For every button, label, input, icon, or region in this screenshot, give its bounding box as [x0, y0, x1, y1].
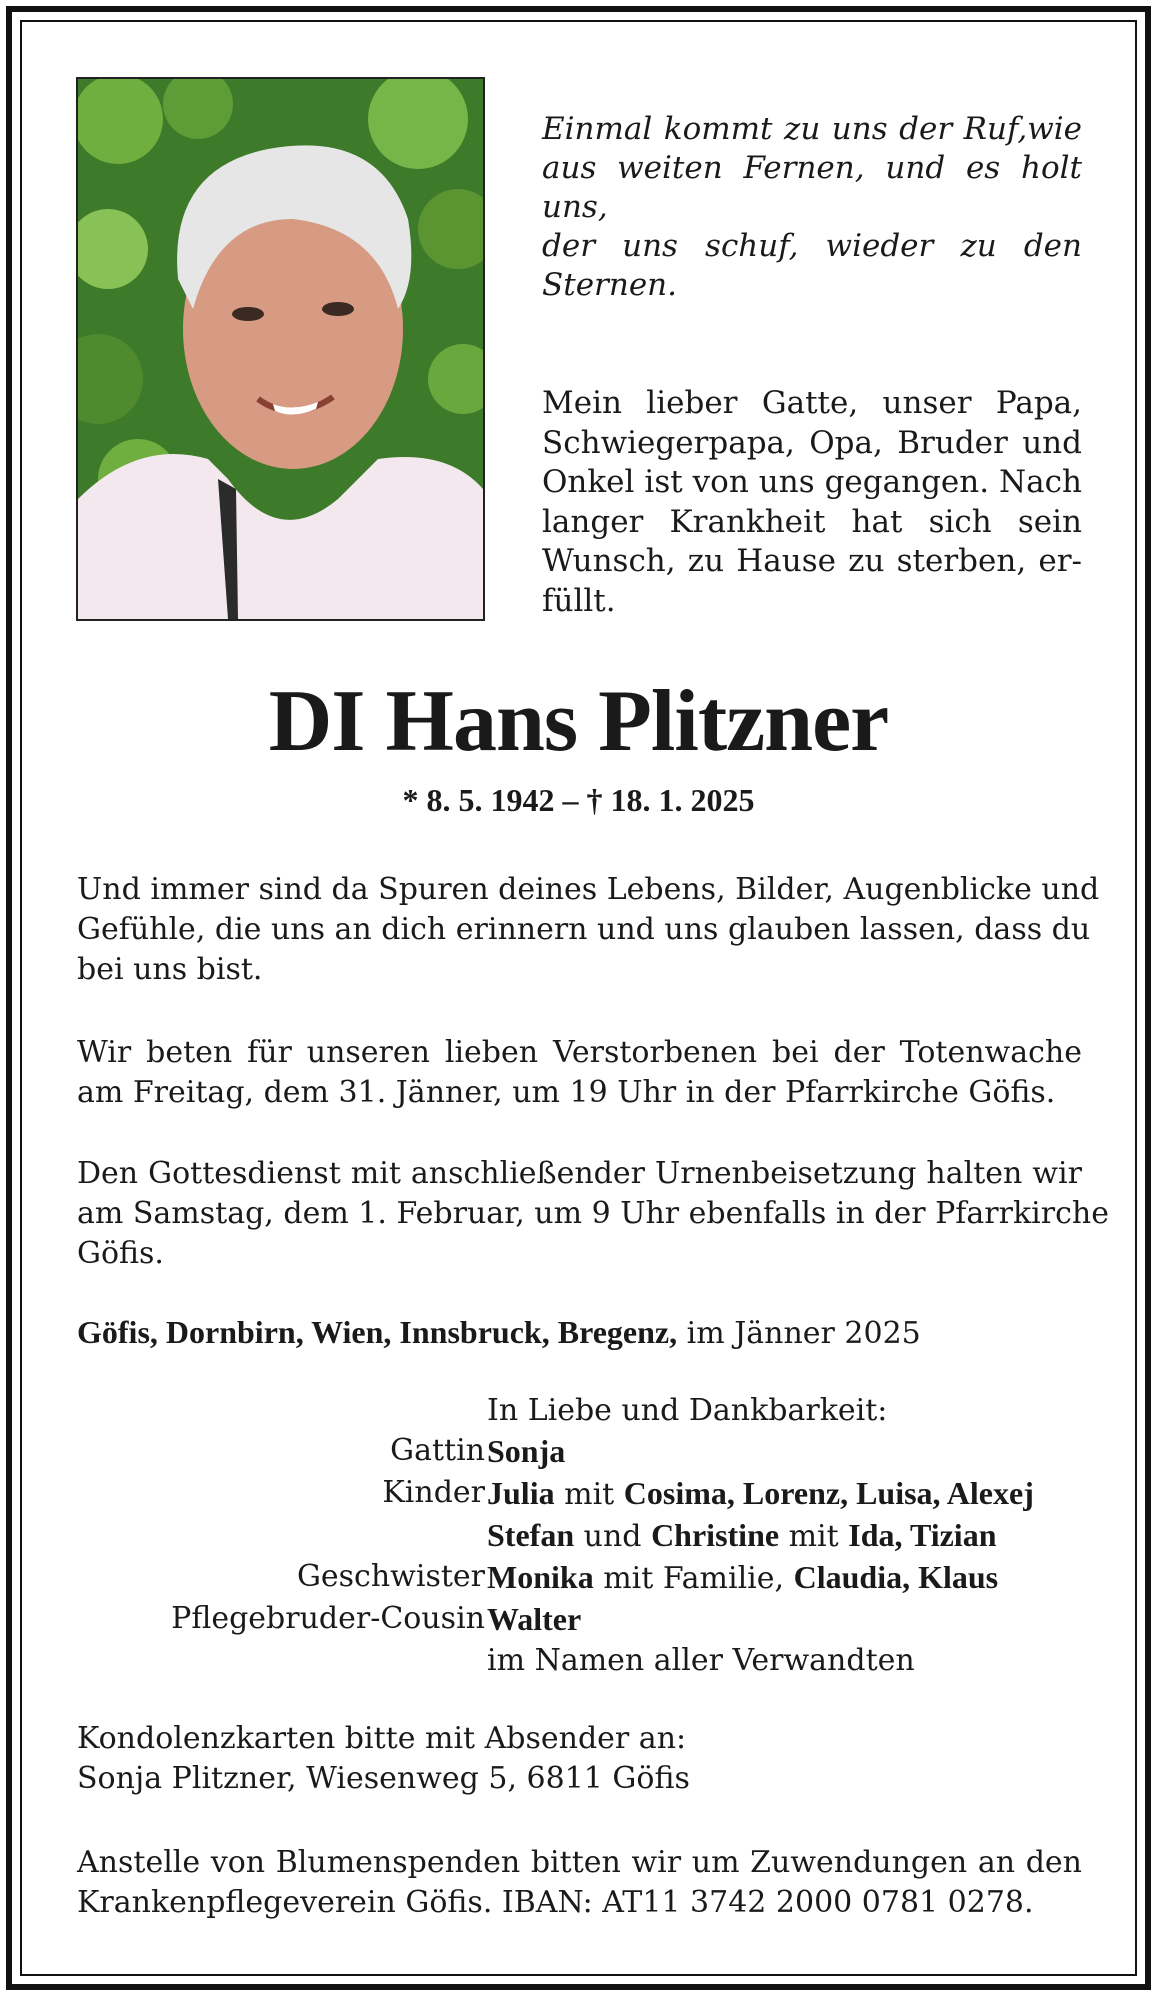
paragraph-line: Den Gottesdienst mit anschließender Urnenbeisetzung halten wir [77, 1156, 1082, 1191]
children-label: Kinder [382, 1475, 485, 1510]
grandchildren: Ida, Tizian [848, 1517, 997, 1553]
donation-line: Krankenpflegeverein Göfis. IBAN: AT11 3742 2000 0781 0278. [77, 1885, 1034, 1920]
intro-line: Mein lieber Gatte, unser Papa, [542, 385, 1082, 421]
intro-line: langer Krankheit hat sich sein [542, 503, 1082, 540]
place-date-line [77, 1312, 921, 1354]
cousin-row [77, 1599, 1082, 1641]
child-name: Stefan [487, 1517, 575, 1553]
donation-line: Anstelle von Blumenspenden bitten wir um Zuwendungen an den [77, 1845, 1082, 1880]
condolence-line: Kondolenzkarten bitte mit Absender an: [77, 1721, 687, 1756]
family-intro-row [77, 1391, 1082, 1431]
service-paragraph [77, 1154, 1109, 1274]
closing-row [77, 1641, 1082, 1681]
sibling-note: mit Familie, [603, 1561, 785, 1596]
family-intro: In Liebe und Dankbarkeit: [487, 1393, 888, 1428]
poem-line: der uns schuf, wieder zu den Sternen. [542, 228, 1082, 303]
portrait-photo [76, 77, 485, 621]
family-closing: im Namen aller Verwandten [487, 1643, 915, 1678]
paragraph-line: Wir beten für unseren lieben Verstorbenen bei der Totenwache [77, 1035, 1082, 1070]
paragraph-line: am Freitag, dem 31. Jänner, um 19 Uhr in der Pfarrkirche Göfis. [77, 1075, 1056, 1110]
poem [542, 110, 1082, 305]
condolence-line: Sonja Plitzner, Wiesenweg 5, 6811 Göfis [77, 1761, 690, 1796]
sibling-names: Claudia, Klaus [793, 1559, 999, 1595]
paragraph-line: bei uns bist. [77, 952, 263, 987]
connector: mit [788, 1519, 839, 1554]
paragraph-line: Gefühle, die uns an dich erinnern und uns glauben lassen, dass du [77, 912, 1091, 947]
deceased-name: DI Hans Plitzner [268, 673, 889, 770]
paragraph-line: Göfis. [77, 1236, 164, 1271]
memory-paragraph [77, 870, 1100, 990]
spouse-name: Sonja [487, 1433, 566, 1469]
poem-line: Einmal kommt zu uns der Ruf,wie [542, 111, 1082, 147]
paragraph-line: Und immer sind da Spuren deines Lebens, Bilder, Augenblicke und [77, 872, 1100, 907]
wake-paragraph [77, 1033, 1082, 1113]
cousin-name: Walter [487, 1601, 582, 1637]
towns: Göfis, Dornbirn, Wien, Innsbruck, Bregenz, [77, 1314, 678, 1350]
intro-line: Schwiegerpapa, Opa, Bruder und [542, 424, 1082, 461]
grandchildren: Cosima, Lorenz, Luisa, Alexej [623, 1475, 1034, 1511]
intro-line: Wunsch, zu Hause zu sterben, er- [542, 543, 1082, 579]
cousin-label: Pflegebruder-Cousin [171, 1601, 485, 1636]
intro-line: Onkel ist von uns gegangen. Nach [542, 464, 1082, 500]
poem-line: aus weiten Fernen, und es holt uns, [542, 150, 1082, 225]
paragraph-line: am Samstag, dem 1. Februar, um 9 Uhr ebenfalls in der Pfarrkirche [77, 1196, 1109, 1231]
children-row-2 [77, 1515, 1082, 1557]
connector: und [583, 1519, 642, 1554]
life-dates: * 8. 5. 1942 – † 18. 1. 2025 [402, 782, 755, 818]
child-name: Julia [487, 1475, 555, 1511]
condolence-address [77, 1719, 690, 1799]
intro-text [542, 384, 1082, 621]
month-year: im Jänner 2025 [686, 1316, 921, 1351]
family-list [77, 1391, 1082, 1681]
sibling-name: Monika [487, 1559, 594, 1595]
siblings-row [77, 1557, 1082, 1599]
siblings-label: Geschwister [296, 1559, 485, 1594]
spouse-label: Gattin [390, 1433, 485, 1468]
intro-line: füllt. [542, 582, 616, 619]
partner-name: Christine [651, 1517, 780, 1553]
donation-note [77, 1843, 1082, 1923]
children-row [77, 1473, 1082, 1515]
spouse-row [77, 1431, 1082, 1473]
connector: mit [564, 1477, 615, 1512]
